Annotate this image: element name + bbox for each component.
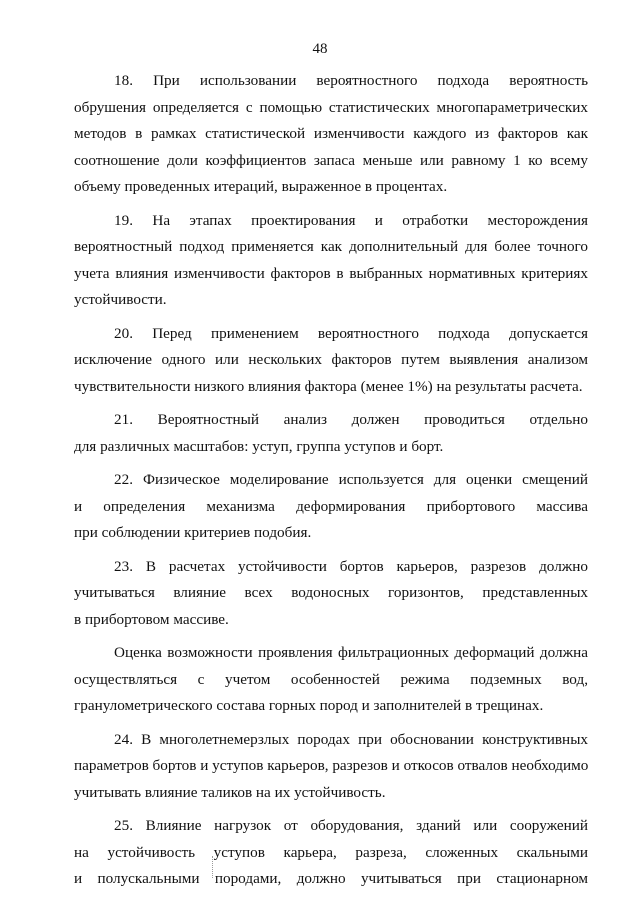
- paragraph-p21: [74, 407, 588, 460]
- text-line: вероятностный подход применяется как дополнительный для более точного: [74, 238, 588, 255]
- text-line: 19. На этапах проектирования и отработки месторождения: [114, 211, 588, 229]
- text-line: Оценка возможности проявления фильтрационных деформаций должна: [114, 644, 588, 661]
- text-line: учета влияния изменчивости факторов в выбранных нормативных критериях: [74, 264, 588, 282]
- page-number: 48: [312, 41, 328, 57]
- paragraph-p23b: [74, 640, 588, 720]
- paragraph-p25: [74, 813, 588, 893]
- scan-artifact-mark: [212, 856, 214, 878]
- text-line: учитываться влияние всех водоносных горизонтов, представленных: [74, 584, 588, 601]
- paragraph-p22: [74, 467, 588, 547]
- text-line: параметров бортов и уступов карьеров, разрезов и откосов отвалов необходимо: [74, 757, 589, 774]
- text-line: 23. В расчетах устойчивости бортов карьеров, разрезов должно: [114, 557, 588, 575]
- text-line: 20. Перед применением вероятностного подхода допускается: [114, 324, 588, 342]
- text-line: в прибортовом массиве.: [74, 610, 229, 628]
- text-line: и определения механизма деформирования прибортового массива: [74, 497, 588, 515]
- text-line: 24. В многолетнемерзлых породах при обосновании конструктивных: [114, 730, 588, 748]
- text-line: объему проведенных итераций, выраженное в процентах.: [74, 178, 448, 195]
- text-line: методов в рамках статистической изменчивости каждого из факторов как: [74, 125, 588, 142]
- paragraph-p20: [74, 321, 588, 401]
- text-line: учитывать влияние таликов на их устойчивость.: [74, 783, 386, 801]
- text-line: 18. При использовании вероятностного подхода вероятность: [114, 72, 588, 89]
- text-line: устойчивости.: [74, 291, 167, 308]
- text-line: соотношение доли коэффициентов запаса меньше или равному 1 ко всему: [74, 151, 588, 169]
- text-line: гранулометрического состава горных пород и заполнителей в трещинах.: [74, 697, 544, 714]
- paragraph-p23: [74, 554, 588, 634]
- text-line: чувствительности низкого влияния фактора (менее 1%) на результаты расчета.: [74, 377, 583, 395]
- text-line: 25. Влияние нагрузок от оборудования, зданий или сооружений: [114, 817, 588, 834]
- document-body: [74, 68, 588, 900]
- text-line: для различных масштабов: уступ, группа уступов и борт.: [74, 437, 444, 455]
- text-line: обрушения определяется с помощью статистических многопараметрических: [74, 98, 588, 116]
- text-line: 22. Физическое моделирование используется для оценки смещений: [114, 471, 588, 488]
- text-line: исключение одного или нескольких факторов путем выявления анализом: [74, 351, 588, 368]
- text-line: осуществляться с учетом особенностей режима подземных вод,: [74, 670, 588, 688]
- text-line: при соблюдении критериев подобия.: [74, 524, 312, 541]
- paragraph-p19: [74, 208, 588, 314]
- text-line: 21. Вероятностный анализ должен проводиться отдельно: [114, 411, 588, 428]
- paragraph-p18: [74, 68, 588, 201]
- text-line: и полускальными породами, должно учитываться при стационарном: [74, 870, 588, 887]
- text-line: на устойчивость уступов карьера, разреза, сложенных скальными: [74, 843, 588, 861]
- paragraph-p24: [74, 727, 588, 807]
